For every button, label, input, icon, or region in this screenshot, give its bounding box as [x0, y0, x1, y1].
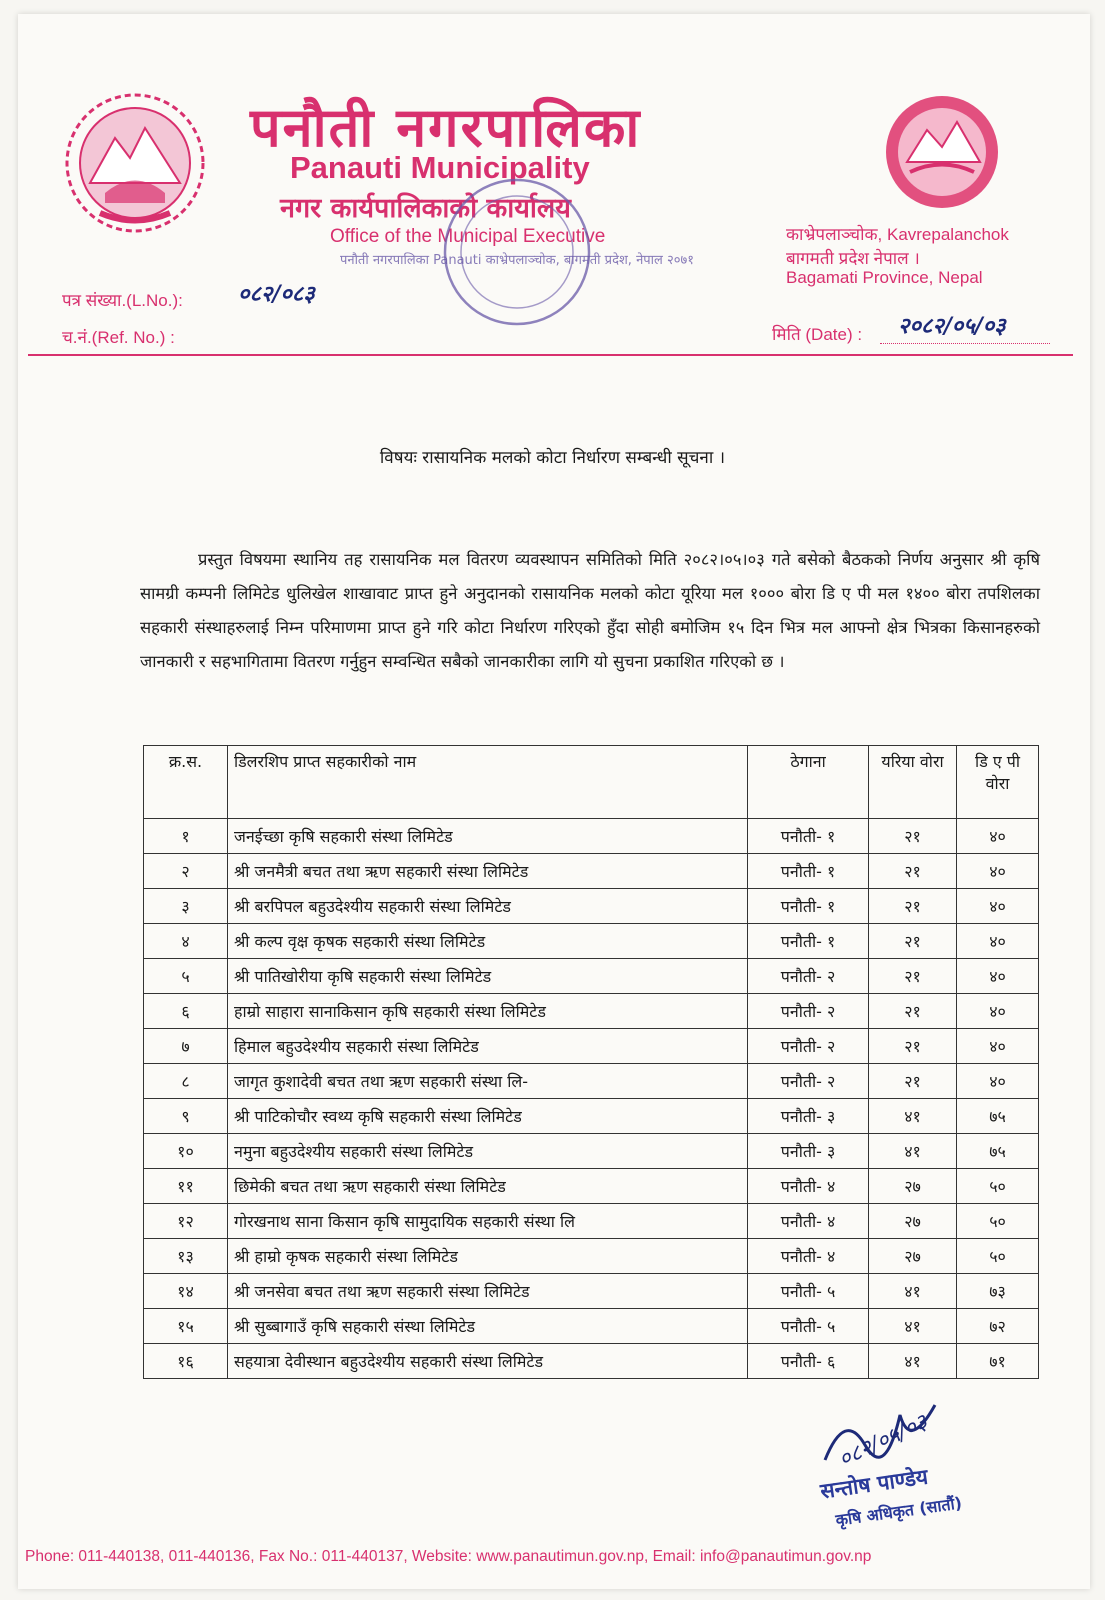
letter-no-label: पत्र संख्या.(L.No.):: [62, 291, 183, 310]
cell-name: जनईच्छा कृषि सहकारी संस्था लिमिटेड: [227, 819, 747, 854]
cell-name: श्री हाम्रो कृषक सहकारी संस्था लिमिटेड: [227, 1239, 747, 1274]
table-row: [144, 889, 1039, 924]
cell-dap: ५०: [957, 1204, 1039, 1239]
ref-no-label: च.नं.(Ref. No.) :: [62, 328, 175, 347]
cell-name: गोरखनाथ साना किसान कृषि सामुदायिक सहकारी संस्था लि: [227, 1204, 747, 1239]
cell-urea: ४१: [869, 1344, 957, 1379]
table-row: [144, 1099, 1039, 1134]
cell-dap: ४०: [957, 959, 1039, 994]
table-row: [144, 1134, 1039, 1169]
cell-dap: ४०: [957, 1029, 1039, 1064]
cell-dap: ७५: [957, 1134, 1039, 1169]
cell-sn: १६: [144, 1344, 228, 1379]
office-title-en: Office of the Municipal Executive: [330, 226, 606, 247]
cell-urea: २७: [869, 1204, 957, 1239]
table-row: [144, 1309, 1039, 1344]
header-urea: यरिया वोरा: [869, 746, 957, 819]
cell-address: पनौती- ४: [748, 1239, 869, 1274]
municipality-title-en: Panauti Municipality: [290, 150, 590, 185]
cell-sn: ११: [144, 1169, 228, 1204]
cell-address: पनौती- ४: [748, 1169, 869, 1204]
table-row: [144, 1064, 1039, 1099]
cell-urea: ४१: [869, 1274, 957, 1309]
cell-urea: २१: [869, 994, 957, 1029]
cell-dap: ४०: [957, 924, 1039, 959]
cell-address: पनौती- २: [748, 994, 869, 1029]
cell-urea: ४१: [869, 1099, 957, 1134]
table-row: [144, 1204, 1039, 1239]
cell-sn: ८: [144, 1064, 228, 1099]
cell-urea: २१: [869, 959, 957, 994]
header-divider: [28, 354, 1073, 356]
cell-dap: ७५: [957, 1099, 1039, 1134]
cell-dap: ४०: [957, 1064, 1039, 1099]
cell-sn: २: [144, 854, 228, 889]
cell-urea: २१: [869, 854, 957, 889]
cell-urea: २१: [869, 1029, 957, 1064]
cell-dap: ४०: [957, 889, 1039, 924]
header-sn: क्र.स.: [144, 746, 228, 819]
date-value: २०८२/०५/०३: [898, 313, 1006, 339]
date-label: मिति (Date) :: [772, 325, 863, 344]
cell-name: श्री सुब्बागाउँ कृषि सहकारी संस्था लिमिटेड: [227, 1309, 747, 1344]
cell-dap: ५०: [957, 1239, 1039, 1274]
cell-address: पनौती- २: [748, 959, 869, 994]
seal-text: पनौती नगरपालिका Panauti काभ्रेपलाञ्चोक, बागमती प्रदेश, नेपाल २०७१: [339, 253, 695, 268]
cell-dap: ७३: [957, 1274, 1039, 1309]
table-row: [144, 1169, 1039, 1204]
cell-sn: ५: [144, 959, 228, 994]
cell-address: पनौती- ५: [748, 1309, 869, 1344]
signatory-designation: कृषि अधिकृत (सातौं): [834, 1493, 964, 1530]
table-row: [144, 1344, 1039, 1379]
cell-address: पनौती- २: [748, 1064, 869, 1099]
cell-urea: २१: [869, 1064, 957, 1099]
cell-sn: १२: [144, 1204, 228, 1239]
header-dap: डि ए पी वोरा: [957, 746, 1039, 819]
cell-sn: १४: [144, 1274, 228, 1309]
cell-sn: ९: [144, 1099, 228, 1134]
cell-address: पनौती- १: [748, 854, 869, 889]
header-name: डिलरशिप प्राप्त सहकारीको नाम: [227, 746, 747, 819]
table-row: [144, 1029, 1039, 1064]
cell-urea: २१: [869, 819, 957, 854]
notice-subject: विषयः रासायनिक मलको कोटा निर्धारण सम्बन्धी सूचना ।: [379, 448, 726, 468]
cell-address: पनौती- २: [748, 1029, 869, 1064]
header-address: ठेगाना: [748, 746, 869, 819]
address-line-1: काभ्रेपलाञ्चोक, Kavrepalanchok: [786, 225, 1009, 244]
cell-name: श्री पाटिकोचौर स्वथ्य कृषि सहकारी संस्था लिमिटेड: [227, 1099, 747, 1134]
cell-name: श्री जनमैत्री बचत तथा ऋण सहकारी संस्था लिमिटेड: [227, 854, 747, 889]
cell-address: पनौती- ६: [748, 1344, 869, 1379]
footer-contact: Phone: 011-440138, 011-440136, Fax No.: 011-440137, Website: www.panautimun.gov.np, Email: info@panautimun.gov.np: [25, 1548, 872, 1565]
table-row: [144, 924, 1039, 959]
quota-table: [143, 745, 1039, 1379]
cell-urea: २१: [869, 924, 957, 959]
table-row: [144, 819, 1039, 854]
signature-date: ०८२/०५/०३: [834, 1409, 932, 1473]
cell-name: श्री जनसेवा बचत तथा ऋण सहकारी संस्था लिमिटेड: [227, 1274, 747, 1309]
cell-name: सहयात्रा देवीस्थान बहुउदेश्यीय सहकारी संस्था लिमिटेड: [227, 1344, 747, 1379]
letter-no-value: ०८२/०८३: [238, 281, 315, 307]
cell-address: पनौती- ४: [748, 1204, 869, 1239]
table-row: [144, 1274, 1039, 1309]
cell-name: श्री पातिखोरीया कृषि सहकारी संस्था लिमिटेड: [227, 959, 747, 994]
signatory-name: सन्तोष पाण्डेय: [818, 1464, 930, 1504]
cell-name: छिमेकी बचत तथा ऋण सहकारी संस्था लिमिटेड: [227, 1169, 747, 1204]
cell-address: पनौती- ५: [748, 1274, 869, 1309]
cell-name: हाम्रो साहारा सानाकिसान कृषि सहकारी संस्था लिमिटेड: [227, 994, 747, 1029]
municipality-logo-icon: [882, 92, 1002, 212]
date-underline: [880, 343, 1050, 344]
cell-sn: १: [144, 819, 228, 854]
table-row: [144, 959, 1039, 994]
cell-urea: ४१: [869, 1134, 957, 1169]
municipality-title-np: पनौती नगरपालिका: [250, 96, 642, 159]
cell-name: जागृत कुशादेवी बचत तथा ऋण सहकारी संस्था लि-: [227, 1064, 747, 1099]
cell-name: हिमाल बहुउदेश्यीय सहकारी संस्था लिमिटेड: [227, 1029, 747, 1064]
cell-name: श्री कल्प वृक्ष कृषक सहकारी संस्था लिमिटेड: [227, 924, 747, 959]
cell-address: पनौती- १: [748, 819, 869, 854]
cell-urea: २७: [869, 1239, 957, 1274]
cell-address: पनौती- ३: [748, 1099, 869, 1134]
table-header-row: [144, 746, 1039, 819]
address-line-2: बागमती प्रदेश नेपाल ।: [786, 249, 920, 268]
cell-dap: ७१: [957, 1344, 1039, 1379]
cell-sn: १३: [144, 1239, 228, 1274]
cell-sn: १०: [144, 1134, 228, 1169]
cell-sn: ३: [144, 889, 228, 924]
cell-dap: ४०: [957, 819, 1039, 854]
cell-urea: २७: [869, 1169, 957, 1204]
cell-sn: ७: [144, 1029, 228, 1064]
table-row: [144, 994, 1039, 1029]
cell-dap: ५०: [957, 1169, 1039, 1204]
cell-sn: ६: [144, 994, 228, 1029]
cell-name: श्री बरपिपल बहुउदेश्यीय सहकारी संस्था लिमिटेड: [227, 889, 747, 924]
cell-address: पनौती- ३: [748, 1134, 869, 1169]
cell-dap: ४०: [957, 854, 1039, 889]
address-line-3: Bagamati Province, Nepal: [786, 268, 983, 287]
cell-address: पनौती- १: [748, 889, 869, 924]
table-row: [144, 854, 1039, 889]
office-title-np: नगर कार्यपालिकाको कार्यालय: [280, 193, 571, 224]
cell-address: पनौती- १: [748, 924, 869, 959]
quota-table-body: [144, 819, 1039, 1379]
cell-sn: ४: [144, 924, 228, 959]
notice-body: प्रस्तुत विषयमा स्थानिय तह रासायनिक मल वितरण व्यवस्थापन समितिको मिति २०८२।०५।०३ गते बसेको बैठकको निर्णय अनुसार श्री कृषि सामग्री कम्पनी लिमिटेड धुलिखेल शाखावाट प्राप्त हुने अनुदानको रासायनिक मलको कोटा यूरिया मल १००० बोरा डि ए पी मल १४०० बोरा तपशिलका सहकारी संस्थाहरुलाई निम्न परिमाणमा प्राप्त हुने गरि कोटा निर्धारण गरिएको हुँदा सोही बमोजिम १५ दिन भित्र मल आफ्नो क्षेत्र भित्रका किसानहरुको जानकारी र सहभागितामा वितरण गर्नुहुन सम्वन्धित सबैको जानकारीका लागि यो सुचना प्रकाशित गरिएको छ ।: [140, 550, 1040, 671]
cell-urea: ४१: [869, 1309, 957, 1344]
table-row: [144, 1239, 1039, 1274]
cell-dap: ४०: [957, 994, 1039, 1029]
nepal-emblem-icon: [60, 88, 210, 238]
cell-sn: १५: [144, 1309, 228, 1344]
cell-name: नमुना बहुउदेश्यीय सहकारी संस्था लिमिटेड: [227, 1134, 747, 1169]
cell-urea: २१: [869, 889, 957, 924]
cell-dap: ७२: [957, 1309, 1039, 1344]
